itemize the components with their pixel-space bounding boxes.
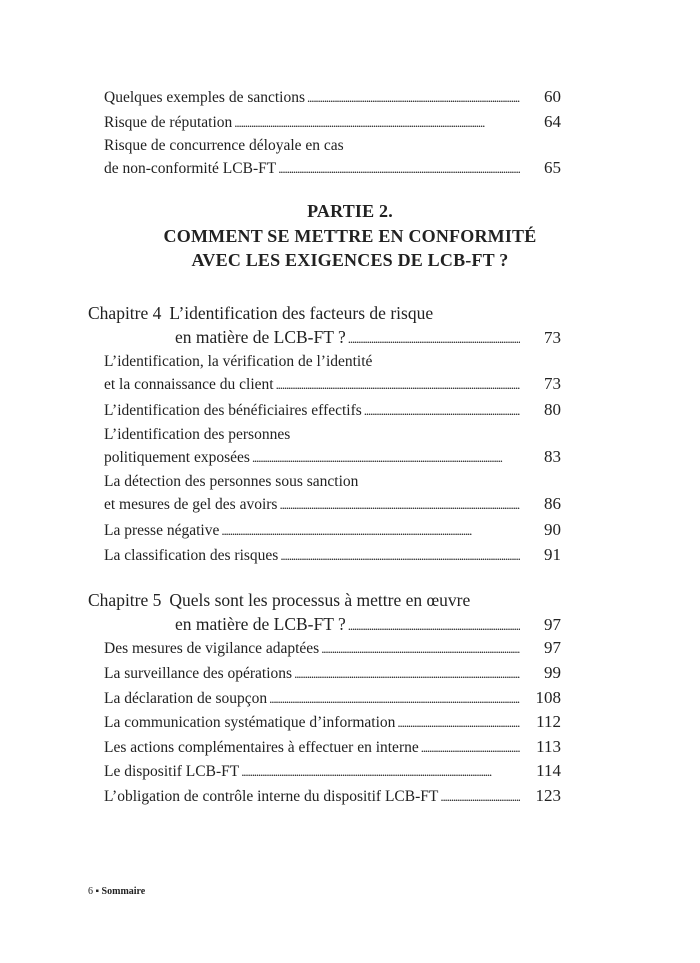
- dot-leader: [252, 447, 520, 469]
- entry-title-line: en matière de LCB-FT ?: [175, 614, 346, 634]
- page-number: 90: [544, 520, 561, 539]
- toc-entry[interactable]: [104, 544, 561, 567]
- chapter-entry[interactable]: [88, 301, 561, 351]
- toc-entry[interactable]: [104, 760, 561, 783]
- page-number: 65: [544, 158, 561, 177]
- dot-leader: [278, 158, 520, 180]
- dot-leader: [234, 112, 520, 134]
- toc-entry[interactable]: [104, 637, 561, 660]
- toc-line: [104, 544, 561, 567]
- dot-leader: [241, 761, 520, 783]
- toc-line: [104, 662, 561, 685]
- page-number: 60: [544, 87, 561, 106]
- entry-title-line: et mesures de gel des avoirs: [104, 496, 278, 513]
- entry-title-line: L’identification des facteurs de risque: [169, 303, 434, 323]
- entry-title-line: et la connaissance du client: [104, 376, 274, 393]
- entry-title-line: Des mesures de vigilance adaptées: [104, 640, 320, 657]
- entry-title-line: La communication systématique d’information: [104, 714, 396, 731]
- toc-entry[interactable]: [104, 399, 561, 422]
- toc-entry[interactable]: [104, 86, 561, 109]
- dot-leader: [397, 712, 520, 734]
- toc-line: [104, 493, 561, 516]
- toc-line: [88, 588, 561, 612]
- dot-leader: [307, 87, 520, 109]
- dot-leader: [348, 612, 520, 638]
- page-number: 113: [536, 737, 561, 756]
- entry-title-line: en matière de LCB-FT ?: [175, 327, 346, 347]
- page-number: 123: [535, 786, 561, 805]
- part-title-line: PARTIE 2.: [307, 201, 393, 221]
- page-number: 108: [535, 688, 561, 707]
- entry-title-line: Les actions complémentaires à effectuer en interne: [104, 739, 419, 756]
- entry-title-line: Le dispositif LCB-FT: [104, 763, 240, 780]
- toc-line: [104, 373, 561, 396]
- footer-section: Sommaire: [101, 886, 146, 897]
- toc-line: [104, 351, 561, 373]
- toc-line: [104, 157, 561, 180]
- toc-line: [104, 86, 561, 109]
- toc-entry[interactable]: [104, 785, 561, 808]
- entry-title-line: Risque de concurrence déloyale en cas: [104, 137, 344, 154]
- part-title-line: COMMENT SE METTRE EN CONFORMITÉ: [163, 225, 537, 246]
- toc-line: [104, 111, 561, 134]
- toc-entry[interactable]: [104, 424, 561, 469]
- toc-entry[interactable]: [104, 662, 561, 685]
- entry-title-line: L’obligation de contrôle interne du dispositif LCB-FT: [104, 788, 439, 805]
- toc-entry[interactable]: [104, 111, 561, 134]
- toc-line: [104, 135, 561, 157]
- toc-line: [88, 301, 561, 325]
- chapter-label: Chapitre 5: [88, 590, 162, 610]
- dot-leader: [279, 494, 520, 516]
- page-number: 80: [544, 400, 561, 419]
- toc-entry[interactable]: [104, 687, 561, 710]
- toc-line: [104, 446, 561, 469]
- dot-leader: [276, 374, 520, 396]
- entry-title-line: L’identification des bénéficiaires effectifs: [104, 402, 362, 419]
- page-number: 112: [536, 712, 561, 731]
- toc-line: [104, 785, 561, 808]
- dot-leader: [421, 737, 520, 759]
- entry-title-line: Quelques exemples de sanctions: [104, 89, 306, 106]
- page-number: 114: [536, 761, 561, 780]
- footer-page-number: 6: [88, 886, 93, 897]
- entry-title-line: La surveillance des opérations: [104, 665, 293, 682]
- entry-title-line: L’identification, la vérification de l’identité: [104, 353, 373, 370]
- part-title-line: AVEC LES EXIGENCES DE LCB-FT ?: [191, 250, 509, 270]
- toc-line: [88, 325, 561, 351]
- page-number: 73: [544, 328, 561, 347]
- dot-leader: [269, 688, 520, 710]
- dot-leader: [440, 786, 520, 808]
- page-number: 97: [544, 638, 561, 657]
- page-number: 86: [544, 494, 561, 513]
- entry-title-line: de non-conformité LCB-FT: [104, 160, 277, 177]
- toc-entry[interactable]: [104, 736, 561, 759]
- toc-line: [104, 471, 561, 493]
- dot-leader: [221, 520, 520, 542]
- chapter-label: Chapitre 4: [88, 303, 162, 323]
- toc-line: [104, 711, 561, 734]
- toc-line: [104, 519, 561, 542]
- toc-entry[interactable]: [104, 519, 561, 542]
- footer-separator: ▪: [95, 886, 100, 897]
- toc-entry[interactable]: [104, 711, 561, 734]
- toc-line: [104, 637, 561, 660]
- dot-leader: [280, 545, 520, 567]
- part-heading: [0, 199, 700, 273]
- entry-title-line: L’identification des personnes: [104, 426, 291, 443]
- entry-title-line: Quels sont les processus à mettre en œuvre: [169, 590, 471, 610]
- entry-title-line: La classification des risques: [104, 547, 279, 564]
- dot-leader: [294, 663, 520, 685]
- dot-leader: [364, 400, 520, 422]
- page-number: 73: [544, 374, 561, 393]
- entry-title-line: politiquement exposées: [104, 449, 250, 466]
- entry-title-line: La presse négative: [104, 522, 220, 539]
- toc-entry[interactable]: [104, 351, 561, 396]
- page-number: 97: [544, 615, 561, 634]
- dot-leader: [348, 325, 520, 351]
- page-number: 83: [544, 447, 561, 466]
- chapter-entry[interactable]: [88, 588, 561, 638]
- page-number: 64: [544, 112, 561, 131]
- toc-line: [104, 399, 561, 422]
- toc-line: [104, 736, 561, 759]
- entry-title-line: La déclaration de soupçon: [104, 690, 268, 707]
- toc-entry[interactable]: [104, 135, 561, 180]
- entry-title-line: La détection des personnes sous sanction: [104, 473, 359, 490]
- toc-line: [88, 612, 561, 638]
- toc-line: [104, 760, 561, 783]
- page-number: 99: [544, 663, 561, 682]
- toc-entry[interactable]: [104, 471, 561, 516]
- toc-line: [104, 687, 561, 710]
- dot-leader: [321, 638, 520, 660]
- toc-line: [104, 424, 561, 446]
- page-number: 91: [544, 545, 561, 564]
- entry-title-line: Risque de réputation: [104, 114, 233, 131]
- page-footer: [88, 886, 145, 897]
